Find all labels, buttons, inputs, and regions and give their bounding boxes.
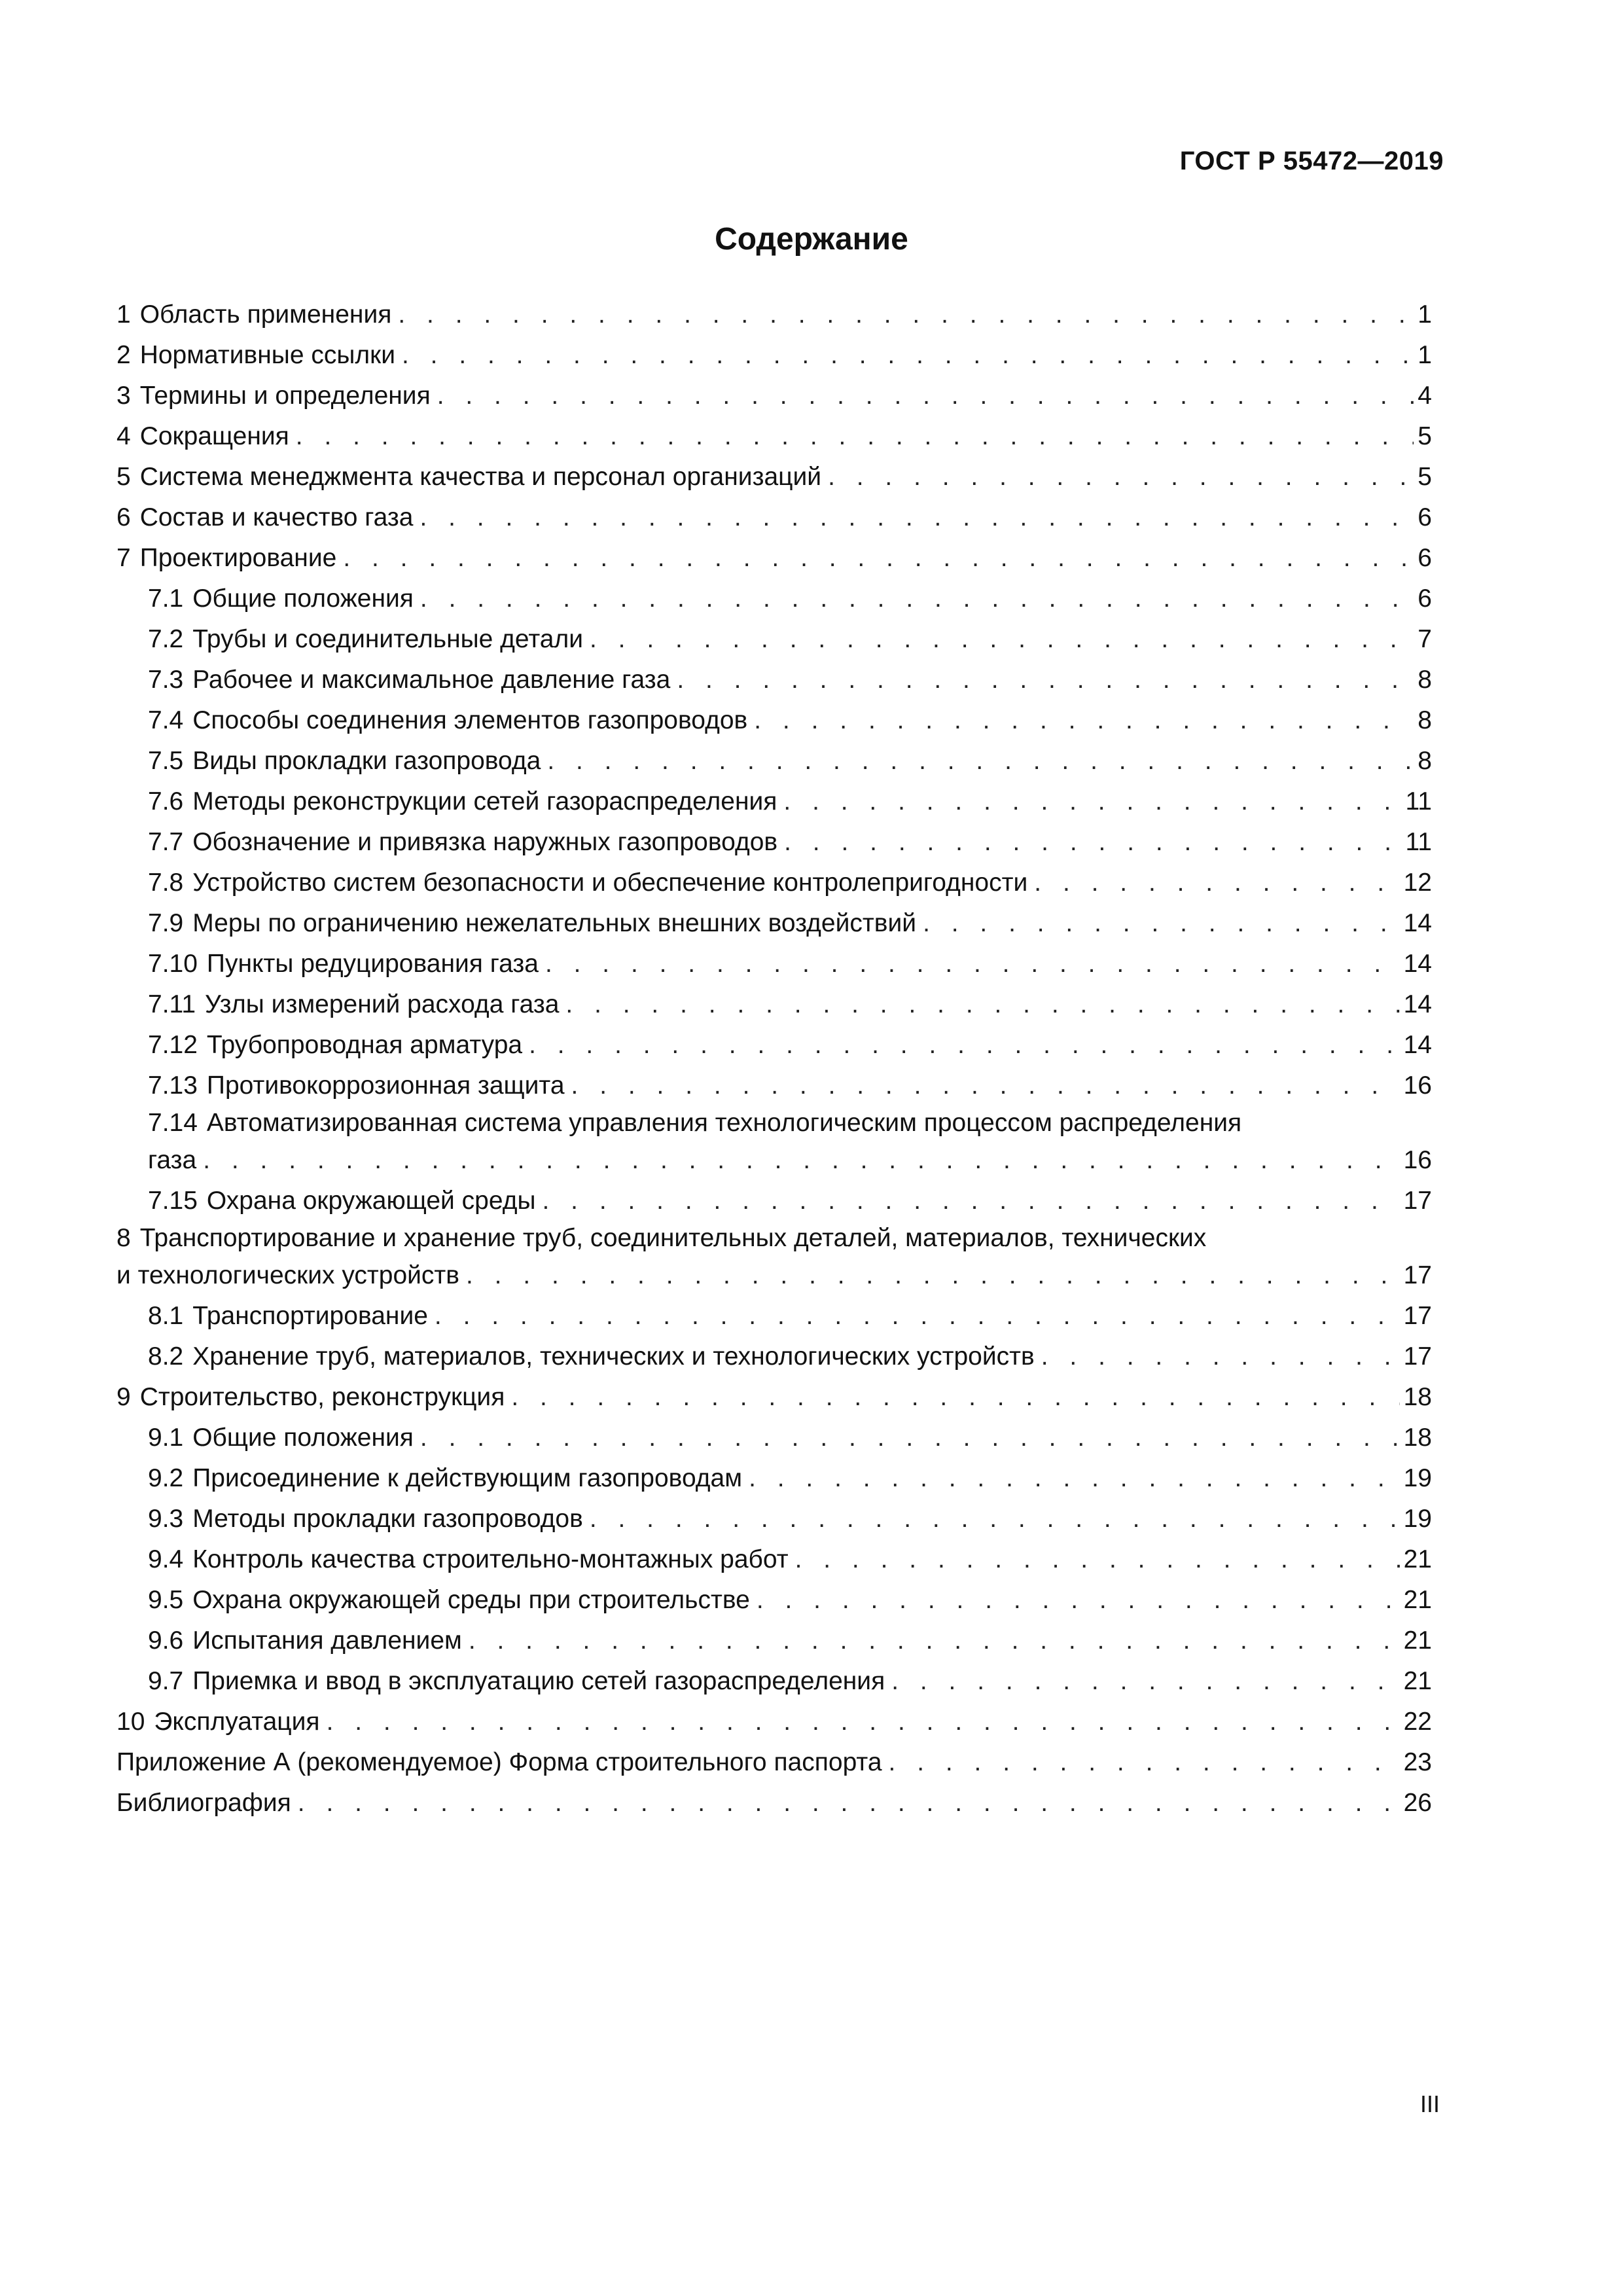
toc-entry-number: 9.3 bbox=[148, 1505, 184, 1533]
toc-entry-title: Приложение А (рекомендуемое) Форма строительного паспорта bbox=[116, 1748, 882, 1776]
toc-entry-bibliography[interactable] bbox=[116, 1783, 1432, 1823]
toc-page-number: 4 bbox=[1418, 382, 1432, 410]
dot-leader bbox=[469, 1621, 1400, 1661]
toc-entry-title: 7.11 Узлы измерений расхода газа bbox=[148, 984, 559, 1025]
toc-page-number: 17 bbox=[1403, 1342, 1432, 1371]
toc-page-number: 5 bbox=[1418, 422, 1432, 450]
toc-entry-number: 6 bbox=[116, 503, 131, 531]
toc-entry-7-2[interactable] bbox=[116, 619, 1432, 660]
toc-entry-number: 4 bbox=[116, 422, 131, 450]
toc-page-number: 14 bbox=[1403, 909, 1432, 937]
dot-leader bbox=[420, 579, 1414, 619]
toc-entry-title-continued: газа bbox=[148, 1146, 197, 1174]
toc-page-number: 16 bbox=[1403, 1146, 1432, 1174]
toc-entry-7-15[interactable] bbox=[116, 1181, 1432, 1221]
toc-entry-7[interactable] bbox=[116, 538, 1432, 579]
toc-page-number: 6 bbox=[1418, 584, 1432, 613]
toc-entry-number: 7.6 bbox=[148, 787, 184, 816]
toc-page-number: 7 bbox=[1418, 625, 1432, 653]
toc-entry-title: 8 Транспортирование и хранение труб, соединительных деталей, материалов, технических bbox=[116, 1221, 1432, 1255]
toc-entry-7-12[interactable] bbox=[116, 1025, 1432, 1066]
toc-entry-1[interactable] bbox=[116, 295, 1432, 335]
toc-page-number: 21 bbox=[1403, 1626, 1432, 1655]
toc-page-number: 1 bbox=[1418, 341, 1432, 369]
toc-entry-9-5[interactable] bbox=[116, 1580, 1432, 1621]
toc-entry-number: 7.5 bbox=[148, 747, 184, 775]
dot-leader bbox=[437, 376, 1414, 416]
toc-entry-title: 7.6 Методы реконструкции сетей газораспределения bbox=[148, 781, 777, 822]
toc-entry-4[interactable] bbox=[116, 416, 1432, 457]
toc-entry-title: 7.8 Устройство систем безопасности и обеспечение контролепригодности bbox=[148, 863, 1027, 903]
toc-entry-title: 8.2 Хранение труб, материалов, технических и технологических устройств bbox=[148, 1336, 1035, 1377]
toc-page-number: 6 bbox=[1418, 544, 1432, 572]
toc-entry-10[interactable] bbox=[116, 1702, 1432, 1742]
toc-page-number: 8 bbox=[1418, 747, 1432, 775]
toc-entry-7-6[interactable] bbox=[116, 781, 1432, 822]
dot-leader bbox=[1034, 863, 1399, 903]
toc-entry-7-11[interactable] bbox=[116, 984, 1432, 1025]
toc-entry-number: 9.6 bbox=[148, 1626, 184, 1655]
dot-leader bbox=[757, 1580, 1400, 1621]
toc-entry-title: 7.15 Охрана окружающей среды bbox=[148, 1181, 536, 1221]
toc-entry-number: 9.2 bbox=[148, 1464, 184, 1492]
toc-page-number: 17 bbox=[1403, 1261, 1432, 1289]
toc-page-number: 6 bbox=[1418, 503, 1432, 531]
toc-entry-7-9[interactable] bbox=[116, 903, 1432, 944]
toc-entry-title: 9.1 Общие положения bbox=[148, 1418, 414, 1458]
dot-leader bbox=[783, 781, 1401, 822]
toc-entry-title: 7.13 Противокоррозионная защита bbox=[148, 1066, 565, 1106]
toc-page-number: 17 bbox=[1403, 1302, 1432, 1330]
toc-entry-title: 9.3 Методы прокладки газопроводов bbox=[148, 1499, 583, 1539]
toc-entry-8-2[interactable] bbox=[116, 1336, 1432, 1377]
dot-leader bbox=[511, 1377, 1399, 1418]
toc-entry-title: 5 Система менеджмента качества и персонал организаций bbox=[116, 457, 821, 497]
dot-leader bbox=[402, 335, 1414, 376]
toc-entry-title: 10 Эксплуатация bbox=[116, 1702, 320, 1742]
dot-leader bbox=[419, 497, 1414, 538]
toc-page-number: 8 bbox=[1418, 666, 1432, 694]
toc-entry-title: 6 Состав и качество газа bbox=[116, 497, 413, 538]
dot-leader bbox=[547, 741, 1414, 781]
toc-entry-title: 2 Нормативные ссылки bbox=[116, 335, 395, 376]
toc-entry-7-10[interactable] bbox=[116, 944, 1432, 984]
toc-entry-number: 1 bbox=[116, 300, 131, 329]
toc-entry-9-4[interactable] bbox=[116, 1539, 1432, 1580]
dot-leader bbox=[923, 903, 1400, 944]
toc-entry-7-14[interactable] bbox=[116, 1106, 1432, 1181]
toc-entry-number: 7.2 bbox=[148, 625, 184, 653]
toc-entry-number: 7.8 bbox=[148, 869, 184, 897]
toc-entry-number: 7.11 bbox=[148, 990, 196, 1018]
dot-leader bbox=[565, 984, 1399, 1025]
toc-page-number: 16 bbox=[1403, 1071, 1432, 1100]
toc-entry-title-continued: и технологических устройств bbox=[116, 1261, 460, 1289]
toc-page-number: 26 bbox=[1403, 1789, 1432, 1817]
toc-entry-8[interactable] bbox=[116, 1221, 1432, 1296]
toc-page-number: 14 bbox=[1403, 950, 1432, 978]
toc-entry-title: 9.7 Приемка и ввод в эксплуатацию сетей газораспределения bbox=[148, 1661, 885, 1702]
toc-entry-number: 2 bbox=[116, 341, 131, 369]
toc-entry-title: 7.12 Трубопроводная арматура bbox=[148, 1025, 522, 1066]
toc-entry-7-4[interactable] bbox=[116, 700, 1432, 741]
toc-entry-number: 7.7 bbox=[148, 828, 184, 856]
toc-page-number: 14 bbox=[1403, 1031, 1432, 1059]
page-title: Содержание bbox=[715, 222, 908, 257]
toc-page-number: 18 bbox=[1403, 1424, 1432, 1452]
toc-entry-6[interactable] bbox=[116, 497, 1432, 538]
toc-page-number: 21 bbox=[1403, 1667, 1432, 1695]
page-number: III bbox=[1419, 2090, 1440, 2117]
toc-page-number: 14 bbox=[1403, 990, 1432, 1018]
toc-entry-title: 9.2 Присоединение к действующим газопроводам bbox=[148, 1458, 742, 1499]
toc-entry-title: 7.1 Общие положения bbox=[148, 579, 414, 619]
dot-leader bbox=[298, 1783, 1400, 1823]
dot-leader bbox=[435, 1296, 1400, 1336]
toc-entry-number: 7.4 bbox=[148, 706, 184, 734]
toc-page-number: 22 bbox=[1403, 1708, 1432, 1736]
dot-leader bbox=[590, 619, 1414, 660]
dot-leader bbox=[889, 1742, 1400, 1783]
toc-page-number: 8 bbox=[1418, 706, 1432, 734]
dot-leader bbox=[754, 700, 1414, 741]
toc-entry-title: 7.10 Пункты редуцирования газа bbox=[148, 944, 539, 984]
toc-entry-title: 4 Сокращения bbox=[116, 416, 289, 457]
toc-entry-7-3[interactable] bbox=[116, 660, 1432, 700]
dot-leader bbox=[529, 1025, 1400, 1066]
toc-entry-number: 5 bbox=[116, 463, 131, 491]
toc-page-number: 1 bbox=[1418, 300, 1432, 329]
toc-entry-number: 10 bbox=[116, 1708, 145, 1736]
toc-entry-title: 9.6 Испытания давлением bbox=[148, 1621, 462, 1661]
dot-leader bbox=[545, 944, 1400, 984]
toc-entry-title: 7.9 Меры по ограничению нежелательных внешних воздействий bbox=[148, 903, 916, 944]
toc-entry-number: 7.15 bbox=[148, 1187, 198, 1215]
toc-entry-number: 3 bbox=[116, 382, 131, 410]
dot-leader bbox=[343, 538, 1414, 579]
toc-entry-title: 7 Проектирование bbox=[116, 538, 336, 579]
toc-entry-title: 3 Термины и определения bbox=[116, 376, 431, 416]
dot-leader bbox=[466, 1255, 1400, 1296]
table-of-contents bbox=[116, 295, 1432, 1823]
toc-entry-7-7[interactable] bbox=[116, 822, 1432, 863]
dot-leader bbox=[784, 822, 1401, 863]
toc-entry-9[interactable] bbox=[116, 1377, 1432, 1418]
toc-page-number: 17 bbox=[1403, 1187, 1432, 1215]
toc-page-number: 11 bbox=[1405, 787, 1432, 816]
toc-entry-number: 8.1 bbox=[148, 1302, 184, 1330]
toc-entry-8-1[interactable] bbox=[116, 1296, 1432, 1336]
dot-leader bbox=[571, 1066, 1400, 1106]
toc-entry-title: 7.14 Автоматизированная система управления технологическим процессом распределения bbox=[148, 1106, 1432, 1140]
toc-entry-9-6[interactable] bbox=[116, 1621, 1432, 1661]
toc-entry-9-2[interactable] bbox=[116, 1458, 1432, 1499]
toc-page-number: 19 bbox=[1403, 1505, 1432, 1533]
toc-entry-number: 9.4 bbox=[148, 1545, 184, 1573]
toc-entry-number: 7.12 bbox=[148, 1031, 198, 1059]
toc-page-number: 18 bbox=[1403, 1383, 1432, 1411]
dot-leader bbox=[203, 1140, 1399, 1181]
toc-page-number: 23 bbox=[1403, 1748, 1432, 1776]
toc-entry-title: 9.5 Охрана окружающей среды при строительстве bbox=[148, 1580, 750, 1621]
dot-leader bbox=[543, 1181, 1400, 1221]
toc-page-number: 5 bbox=[1418, 463, 1432, 491]
dot-leader bbox=[749, 1458, 1400, 1499]
toc-entry-number: 7.1 bbox=[148, 584, 184, 613]
toc-entry-title: 7.5 Виды прокладки газопровода bbox=[148, 741, 541, 781]
dot-leader bbox=[677, 660, 1414, 700]
toc-entry-5[interactable] bbox=[116, 457, 1432, 497]
toc-page-number: 19 bbox=[1403, 1464, 1432, 1492]
toc-entry-7-8[interactable] bbox=[116, 863, 1432, 903]
toc-entry-title: 7.2 Трубы и соединительные детали bbox=[148, 619, 583, 660]
dot-leader bbox=[327, 1702, 1400, 1742]
toc-entry-7-1[interactable] bbox=[116, 579, 1432, 619]
dot-leader bbox=[590, 1499, 1400, 1539]
toc-entry-2[interactable] bbox=[116, 335, 1432, 376]
dot-leader bbox=[1041, 1336, 1400, 1377]
toc-entry-number: 7.10 bbox=[148, 950, 198, 978]
toc-entry-number: 7.3 bbox=[148, 666, 184, 694]
toc-entry-9-7[interactable] bbox=[116, 1661, 1432, 1702]
toc-page-number: 21 bbox=[1403, 1545, 1432, 1573]
toc-entry-3[interactable] bbox=[116, 376, 1432, 416]
toc-entry-number: 9.1 bbox=[148, 1424, 184, 1452]
toc-page-number: 11 bbox=[1405, 828, 1432, 856]
toc-entry-appendix-a[interactable] bbox=[116, 1742, 1432, 1783]
toc-entry-title: 7.4 Способы соединения элементов газопроводов bbox=[148, 700, 747, 741]
toc-entry-number: 9.7 bbox=[148, 1667, 184, 1695]
dot-leader bbox=[828, 457, 1414, 497]
dot-leader bbox=[398, 295, 1414, 335]
toc-entry-number: 7.13 bbox=[148, 1071, 198, 1100]
toc-entry-number: 8.2 bbox=[148, 1342, 184, 1371]
toc-entry-title: Библиография bbox=[116, 1789, 291, 1817]
document-code: ГОСТ Р 55472—2019 bbox=[1179, 147, 1444, 175]
toc-page-number: 21 bbox=[1403, 1586, 1432, 1614]
toc-entry-7-13[interactable] bbox=[116, 1066, 1432, 1106]
dot-leader bbox=[891, 1661, 1399, 1702]
dot-leader bbox=[420, 1418, 1400, 1458]
toc-entry-title: 7.7 Обозначение и привязка наружных газопроводов bbox=[148, 822, 777, 863]
toc-entry-number: 7.9 bbox=[148, 909, 184, 937]
toc-entry-number: 7 bbox=[116, 544, 131, 572]
toc-entry-title: 9.4 Контроль качества строительно-монтажных работ bbox=[148, 1539, 789, 1580]
toc-entry-number: 8 bbox=[116, 1224, 131, 1252]
dot-leader bbox=[795, 1539, 1400, 1580]
toc-entry-9-3[interactable] bbox=[116, 1499, 1432, 1539]
toc-entry-number: 9 bbox=[116, 1383, 131, 1411]
toc-entry-title: 8.1 Транспортирование bbox=[148, 1296, 428, 1336]
toc-entry-title: 7.3 Рабочее и максимальное давление газа bbox=[148, 660, 670, 700]
toc-entry-number: 9.5 bbox=[148, 1586, 184, 1614]
toc-entry-number: 7.14 bbox=[148, 1109, 198, 1137]
toc-entry-9-1[interactable] bbox=[116, 1418, 1432, 1458]
toc-entry-title: 9 Строительство, реконструкция bbox=[116, 1377, 505, 1418]
toc-page-number: 12 bbox=[1403, 869, 1432, 897]
toc-entry-title: 1 Область применения bbox=[116, 295, 391, 335]
toc-entry-7-5[interactable] bbox=[116, 741, 1432, 781]
dot-leader bbox=[296, 416, 1414, 457]
